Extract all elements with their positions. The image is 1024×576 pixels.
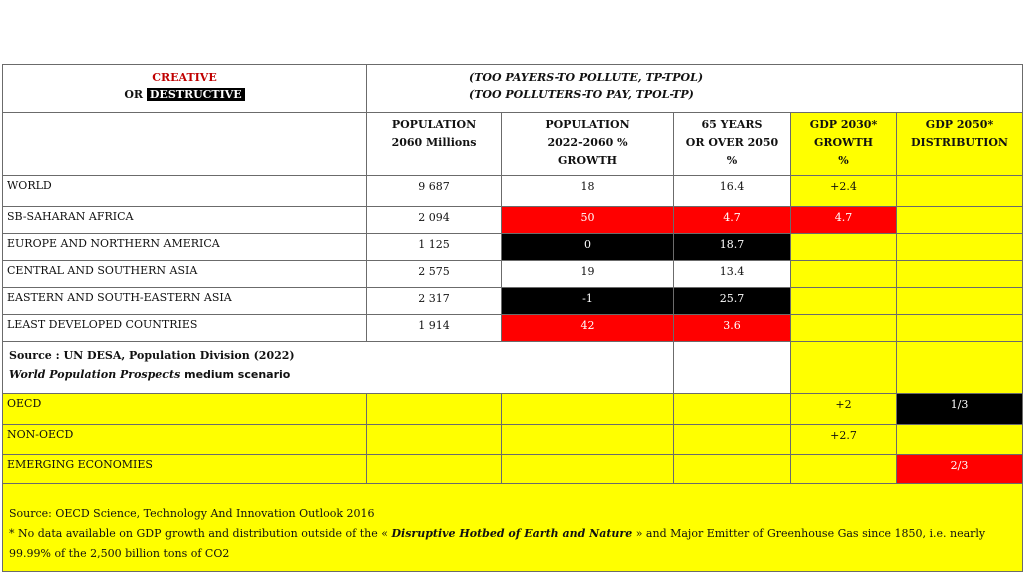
footer-row [3, 484, 1023, 572]
cell-growth: 0 [502, 234, 674, 261]
cell-gdp2030 [791, 315, 897, 342]
cell-over65 [674, 342, 791, 394]
cell-gdp2050 [897, 176, 1023, 207]
title-row [3, 65, 1023, 113]
cell-gdp2050 [897, 315, 1023, 342]
row-label: OECD [3, 394, 367, 425]
cell-gdp2030 [791, 261, 897, 288]
tp-line-1: (TOO PAYERS-TO POLLUTE, TP-TPOL) [469, 71, 704, 84]
row-label: EUROPE AND NORTHERN AMERICA [3, 234, 367, 261]
cell-over65: 3.6 [674, 315, 791, 342]
cell-pop [367, 455, 502, 484]
cell-pop: 2 575 [367, 261, 502, 288]
cell-gdp2030: 4.7 [791, 207, 897, 234]
cell-pop: 1 125 [367, 234, 502, 261]
cell-over65 [674, 455, 791, 484]
cell-gdp2050 [897, 207, 1023, 234]
table-row [3, 207, 1023, 234]
un-source-row [3, 342, 1023, 394]
cell-growth: -1 [502, 288, 674, 315]
cell-growth: 50 [502, 207, 674, 234]
table-row [3, 176, 1023, 207]
column-header-row [3, 113, 1023, 176]
creative-label: CREATIVE [152, 71, 217, 84]
cell-gdp2030: +2 [791, 394, 897, 425]
tp-tpol-title [367, 65, 1023, 113]
cell-gdp2050: 2/3 [897, 455, 1023, 484]
cell-gdp2050: 1/3 [897, 394, 1023, 425]
table-row [3, 288, 1023, 315]
cell-growth [502, 455, 674, 484]
table-row [3, 315, 1023, 342]
row-label: SB-SAHARAN AFRICA [3, 207, 367, 234]
table-row [3, 455, 1023, 484]
cell-over65: 16.4 [674, 176, 791, 207]
un-source-line-1: Source : UN DESA, Population Division (2022) [9, 349, 295, 362]
cell-pop: 1 914 [367, 315, 502, 342]
cell-gdp2050 [897, 342, 1023, 394]
cell-gdp2050 [897, 261, 1023, 288]
cell-over65: 4.7 [674, 207, 791, 234]
disruptive-hotbed: Disruptive Hotbed of Earth and Nature [391, 527, 633, 540]
row-label: EASTERN AND SOUTH-EASTERN ASIA [3, 288, 367, 315]
cell-gdp2030: +2.7 [791, 425, 897, 455]
col-header-growth: POPULATION 2022-2060 % GROWTH [502, 113, 674, 176]
gdp-note: * No data available on GDP growth and distribution outside of the « Disruptive Hotbed of Earth and Nature » and Major Emitter of Greenhouse Gas since 1850, i.e. nearly 99.99% of the 2,500 billion tons of CO2 [9, 527, 986, 560]
cell-pop: 9 687 [367, 176, 502, 207]
cell-gdp2050 [897, 425, 1023, 455]
col-header-population-2060: POPULATION 2060 Millions [367, 113, 502, 176]
row-label: CENTRAL AND SOUTHERN ASIA [3, 261, 367, 288]
cell-gdp2030 [791, 234, 897, 261]
oecd-source: Source: OECD Science, Technology And Innovation Outlook 2016 [9, 507, 375, 520]
cell-gdp2030 [791, 342, 897, 394]
cell-growth: 19 [502, 261, 674, 288]
row-label: EMERGING ECONOMIES [3, 455, 367, 484]
cell-over65: 13.4 [674, 261, 791, 288]
cell-growth [502, 425, 674, 455]
un-source-italic: World Population Prospects [9, 368, 181, 381]
cell-pop [367, 394, 502, 425]
row-label: WORLD [3, 176, 367, 207]
col-header-gdp2030: GDP 2030* GROWTH % [791, 113, 897, 176]
header-blank [3, 113, 367, 176]
creative-destructive-title [3, 65, 367, 113]
cell-pop: 2 317 [367, 288, 502, 315]
or-label: OR [124, 88, 144, 101]
cell-gdp2050 [897, 234, 1023, 261]
cell-pop [367, 425, 502, 455]
cell-growth: 42 [502, 315, 674, 342]
col-header-gdp2050: GDP 2050* DISTRIBUTION [897, 113, 1023, 176]
table-row [3, 425, 1023, 455]
row-label: LEAST DEVELOPED COUNTRIES [3, 315, 367, 342]
cell-growth: 18 [502, 176, 674, 207]
tp-line-2: (TOO POLLUTERS-TO PAY, TPOL-TP) [469, 88, 694, 101]
cell-pop: 2 094 [367, 207, 502, 234]
destructive-label: DESTRUCTIVE [147, 88, 245, 101]
row-label: NON-OECD [3, 425, 367, 455]
cell-over65: 25.7 [674, 288, 791, 315]
table-row [3, 394, 1023, 425]
cell-over65 [674, 425, 791, 455]
data-table [2, 64, 1023, 572]
cell-gdp2030 [791, 455, 897, 484]
cell-gdp2030: +2.4 [791, 176, 897, 207]
table-row [3, 261, 1023, 288]
col-header-over65: 65 YEARS OR OVER 2050 % [674, 113, 791, 176]
un-source-note [3, 342, 674, 394]
cell-growth [502, 394, 674, 425]
table-row [3, 234, 1023, 261]
cell-over65: 18.7 [674, 234, 791, 261]
un-source-rest: medium scenario [180, 368, 291, 381]
cell-over65 [674, 394, 791, 425]
cell-gdp2030 [791, 288, 897, 315]
footer-note [3, 484, 1023, 572]
cell-gdp2050 [897, 288, 1023, 315]
